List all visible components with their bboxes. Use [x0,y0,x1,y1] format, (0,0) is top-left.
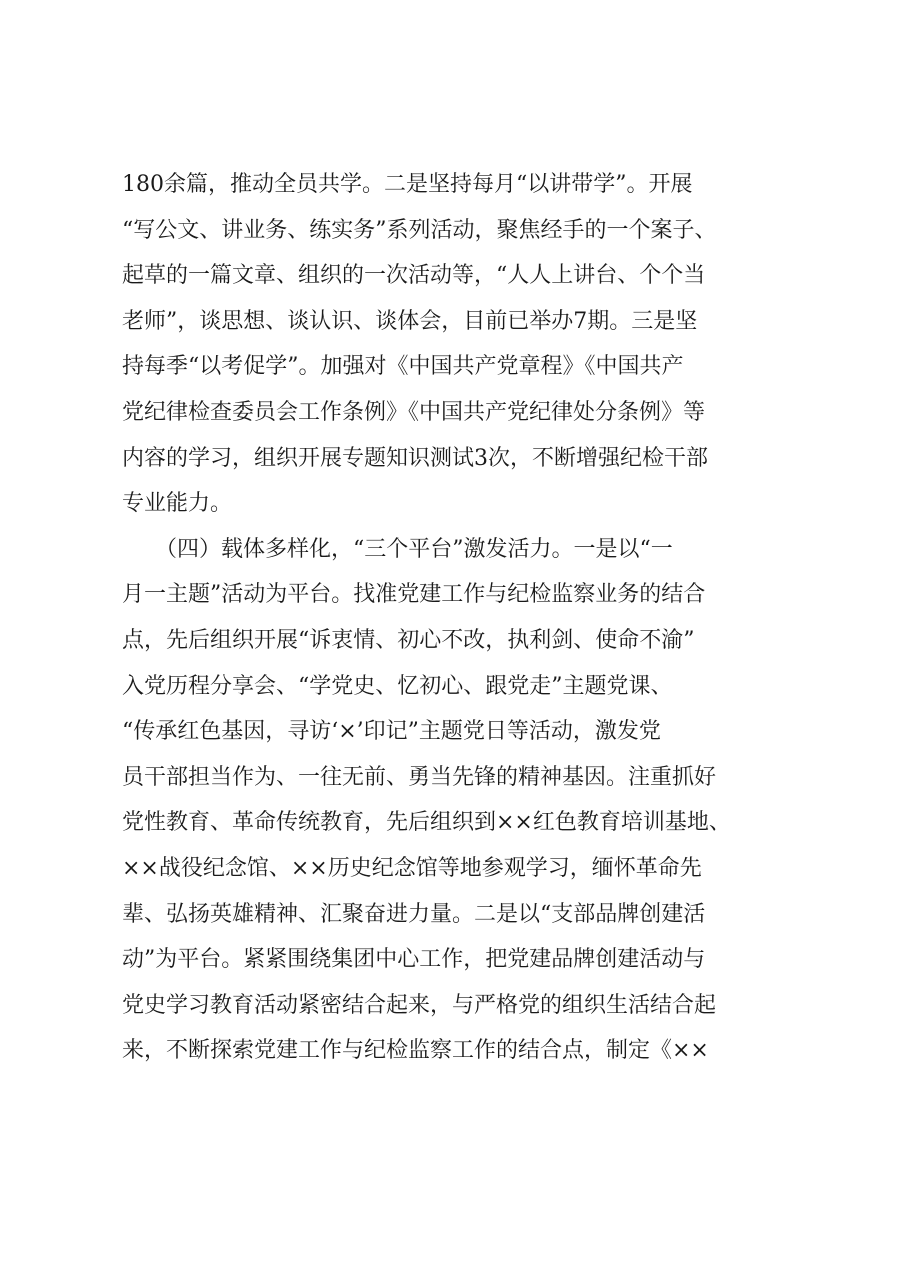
section-heading-line: （四）载体多样化，“三个平台”激发活力。一是以“一 [122,536,673,562]
text-line: 动”为平台。紧紧围绕集团中心工作，把党建品牌创建活动与 [122,947,706,973]
text-line: “传承红色基因，寻访‘×’印记”主题党日等活动，激发党 [122,719,661,745]
text-line: 党纪律检查委员会工作条例》《中国共产党纪律处分条例》等 [122,399,706,425]
text-line: 党史学习教育活动紧密结合起来，与严格党的组织生活结合起 [122,992,717,1018]
text-line: 党性教育、革命传统教育，先后组织到××红色教育培训基地、 [122,810,731,836]
text-line: “写公文、讲业务、练实务”系列活动，聚焦经手的一个案子、 [122,217,717,243]
text-line: 内容的学习，组织开展专题知识测试3次，不断增强纪检干部 [122,445,708,471]
text-line: ××战役纪念馆、××历史纪念馆等地参观学习，缅怀革命先 [122,855,702,881]
text-line: 老师”，谈思想、谈认识、谈体会，目前已举办7期。三是坚 [122,308,698,334]
text-line: 起草的一篇文章、组织的一次活动等，“人人上讲台、个个当 [122,263,706,289]
text-line: 点，先后组织开展“诉衷情、初心不改，执利剑、使命不渝” [122,627,695,653]
text-line: 入党历程分享会、“学党史、忆初心、跟党走”主题党课、 [122,673,673,699]
text-line: 持每季“以考促学”。加强对《中国共产党章程》《中国共产 [122,354,684,380]
text-line: 员干部担当作为、一往无前、勇当先锋的精神基因。注重抓好 [122,764,717,790]
text-line: 专业能力。 [122,491,233,517]
text-line: 来，不断探索党建工作与纪检监察工作的结合点，制定《×× [122,1038,709,1064]
text-line: 180余篇，推动全员共学。二是坚持每月“以讲带学”。开展 [122,172,693,197]
text-line: 辈、弘扬英雄精神、汇聚奋进力量。二是以“支部品牌创建活 [122,901,706,927]
text-line: 月一主题”活动为平台。找准党建工作与纪检监察业务的结合 [122,582,706,608]
body-text [122,162,802,1074]
